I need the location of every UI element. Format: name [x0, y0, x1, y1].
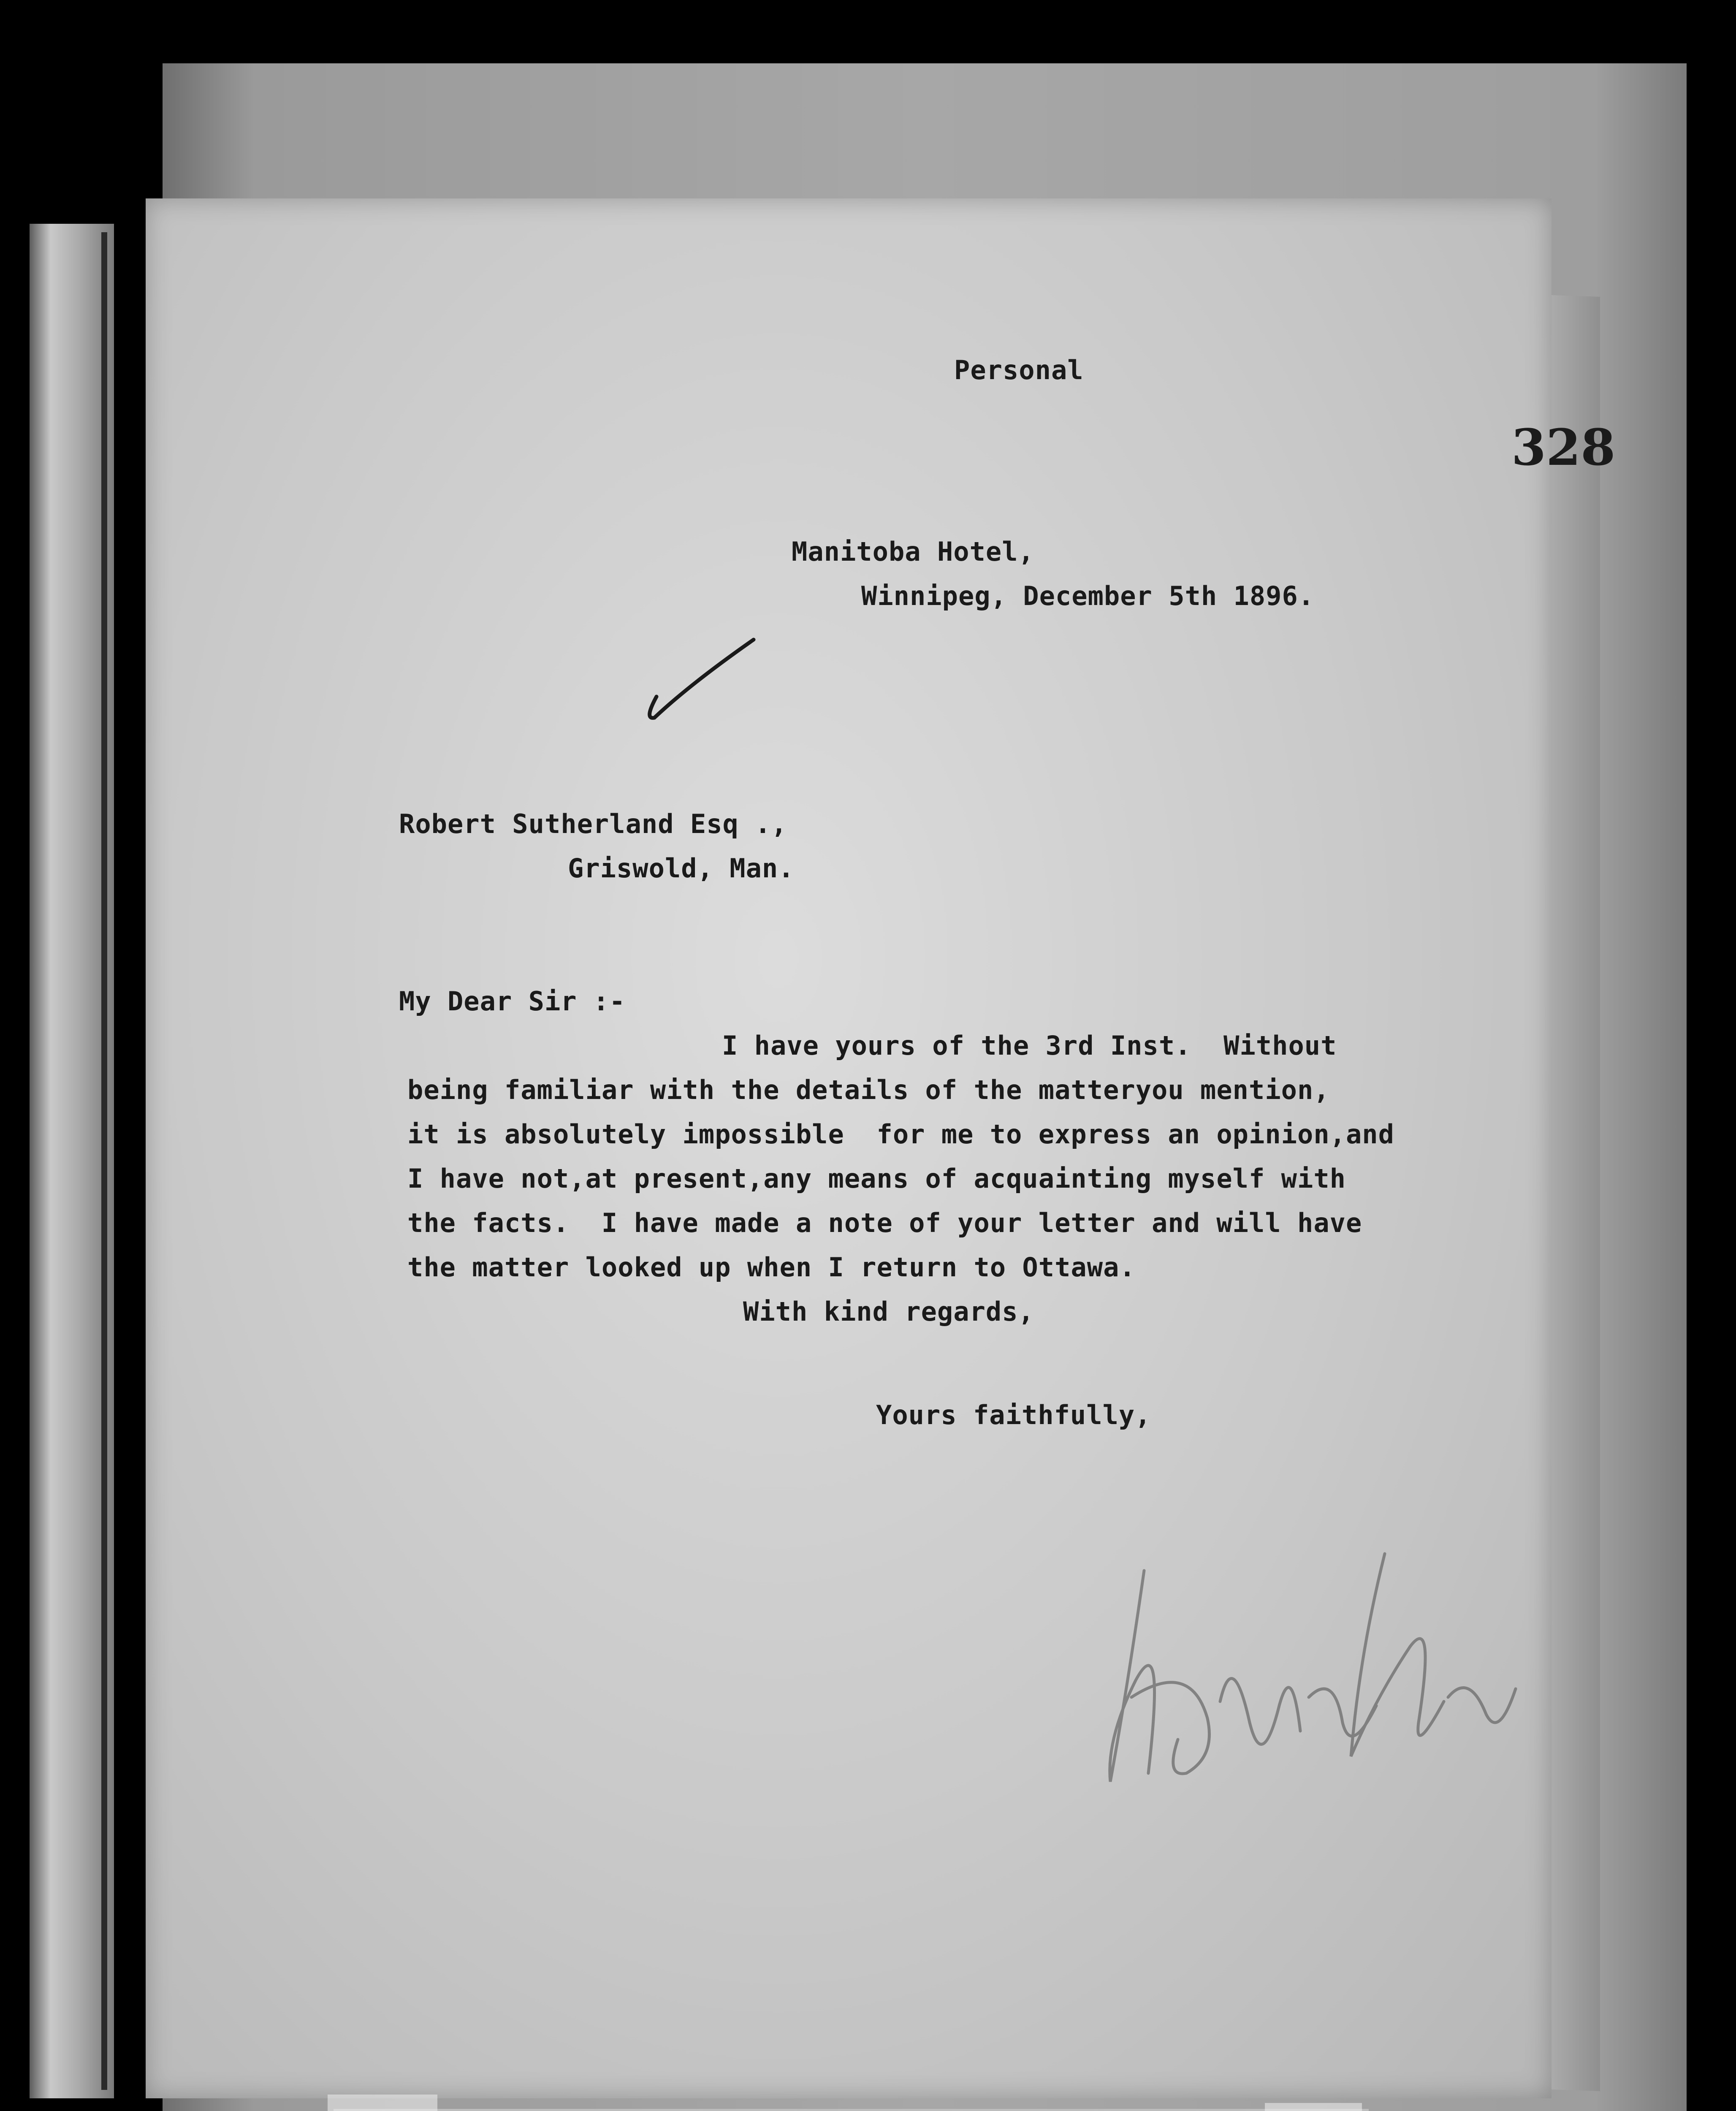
closing-regards: With kind regards, — [743, 1296, 1034, 1327]
letter-sheet — [146, 198, 1616, 2098]
signature-icon — [1081, 1520, 1524, 1841]
salutation: My Dear Sir :- — [399, 986, 626, 1017]
recipient-place: Griswold, Man. — [568, 853, 795, 884]
tape-left — [328, 2095, 437, 2111]
body-line: being familiar with the details of the matteryou mention, — [407, 1074, 1330, 1105]
microfilm-label — [334, 2109, 1369, 2111]
body-line: I have yours of the 3rd Inst. Without — [722, 1030, 1337, 1061]
body-line: the matter looked up when I return to Ottawa. — [407, 1252, 1136, 1283]
return-address: Manitoba Hotel, — [792, 536, 1034, 567]
checkmark-icon — [640, 633, 766, 735]
body-line: it is absolutely impossible for me to express an opinion,and — [407, 1119, 1394, 1150]
place-date: Winnipeg, December 5th 1896. — [861, 581, 1315, 611]
left-edge-strip — [30, 224, 114, 2098]
tape-right — [1265, 2103, 1362, 2111]
page-number: 328 — [1511, 418, 1616, 477]
body-line: the facts. I have made a note of your letter and will have — [407, 1207, 1362, 1238]
recipient-name: Robert Sutherland Esq ., — [399, 809, 787, 839]
valediction: Yours faithfully, — [876, 1400, 1151, 1430]
body-line: I have not,at present,any means of acquainting myself with — [407, 1163, 1346, 1194]
personal-marking: Personal — [954, 355, 1084, 385]
